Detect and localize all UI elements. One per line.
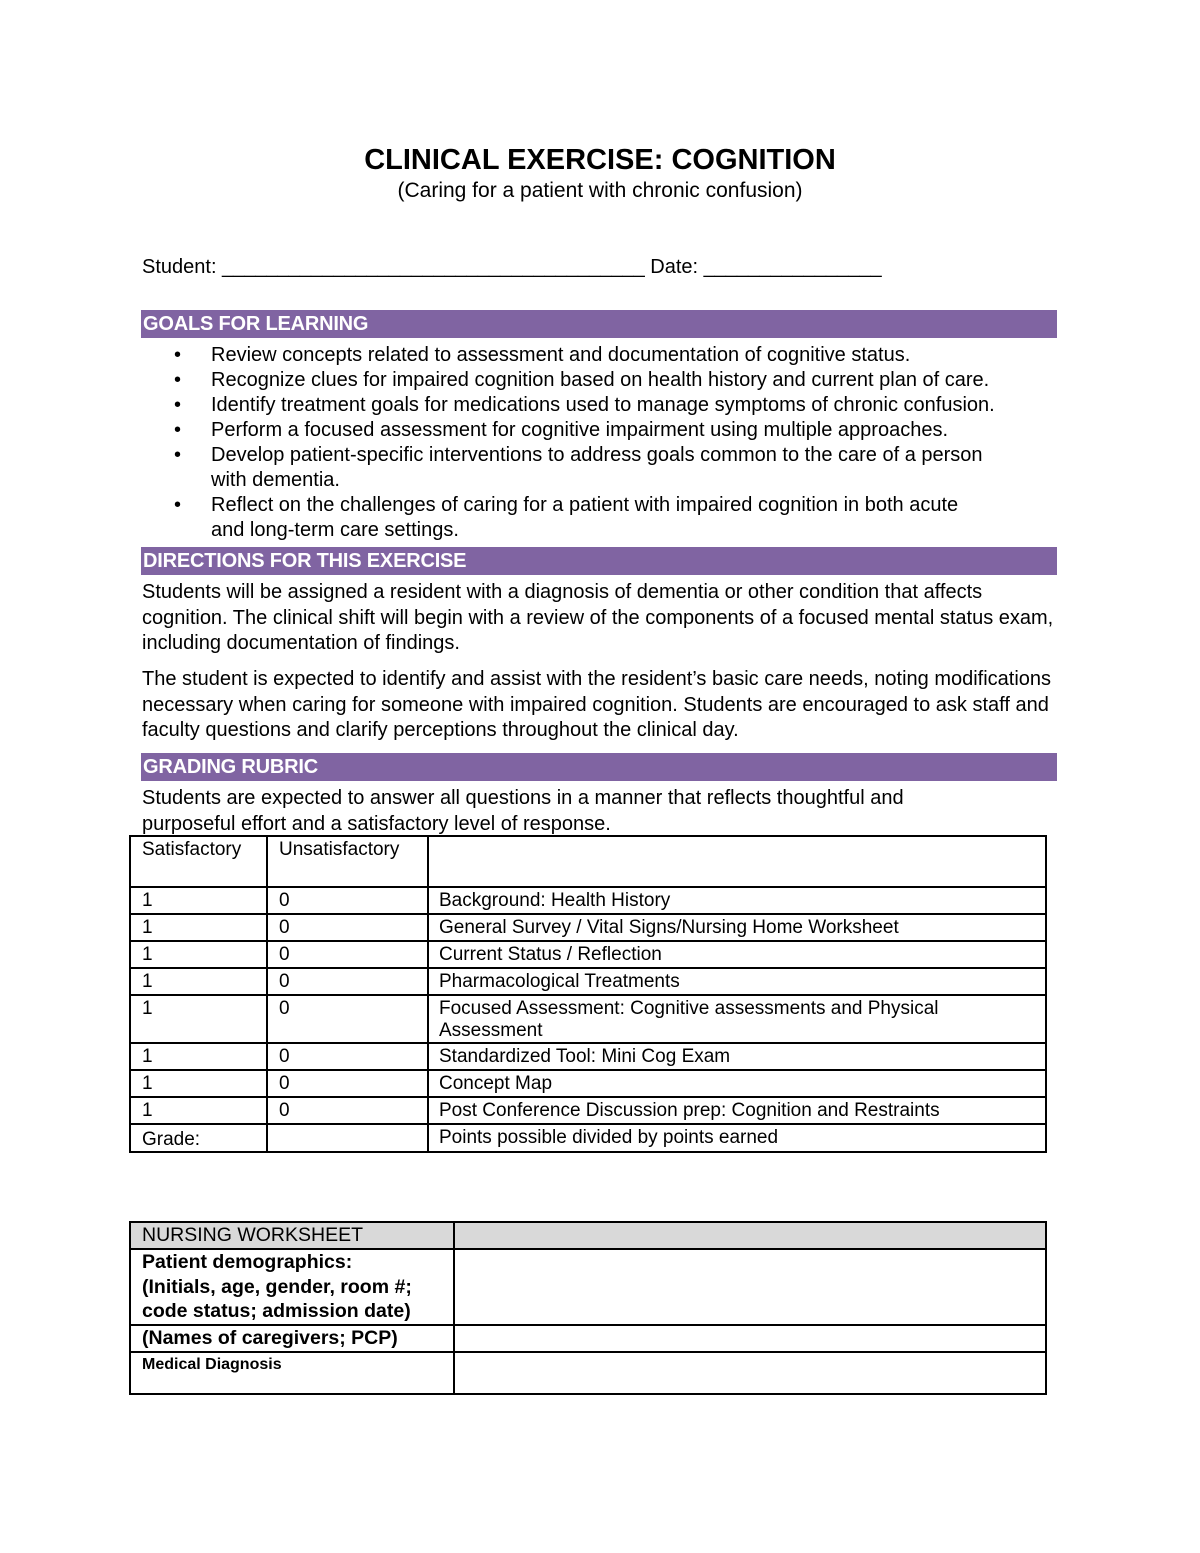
unsatisfactory-cell: 0 xyxy=(267,914,428,941)
caregivers-label: (Names of caregivers; PCP) xyxy=(130,1325,454,1352)
grade-description: Points possible divided by points earned xyxy=(428,1124,1046,1152)
table-row xyxy=(130,995,1046,1043)
grade-label: Grade: xyxy=(130,1124,267,1152)
satisfactory-cell: 1 xyxy=(130,1043,267,1070)
demographics-entry-cell[interactable] xyxy=(454,1249,1046,1325)
worksheet-row xyxy=(130,1249,1046,1325)
satisfactory-header: Satisfactory xyxy=(130,836,267,887)
demographics-label: Patient demographics: xyxy=(142,1251,353,1273)
grade-row xyxy=(130,1124,1046,1152)
criteria-cell: Pharmacological Treatments xyxy=(428,968,1046,995)
criteria-cell: Standardized Tool: Mini Cog Exam xyxy=(428,1043,1046,1070)
goal-item: • Reflect on the challenges of caring for a patient with impaired cognition in both acute and long-term care settings. xyxy=(141,493,991,543)
worksheet-row xyxy=(130,1325,1046,1352)
criteria-cell: General Survey / Vital Signs/Nursing Home Worksheet xyxy=(428,914,1046,941)
unsatisfactory-cell: 0 xyxy=(267,941,428,968)
satisfactory-cell: 1 xyxy=(130,941,267,968)
goals-list xyxy=(141,343,1071,543)
goals-heading: GOALS FOR LEARNING xyxy=(141,310,1057,338)
unsatisfactory-cell: 0 xyxy=(267,968,428,995)
goal-item: • Identify treatment goals for medications used to manage symptoms of chronic confusion. xyxy=(141,393,1091,418)
rubric-intro: Students are expected to answer all questions in a manner that reflects thoughtful and purposeful effort and a satisfactory level of response. xyxy=(142,787,904,835)
unsatisfactory-header: Unsatisfactory xyxy=(267,836,428,887)
criteria-header xyxy=(428,836,1046,887)
criteria-cell: Focused Assessment: Cognitive assessments and Physical Assessment xyxy=(428,995,1046,1043)
unsatisfactory-cell: 0 xyxy=(267,1070,428,1097)
table-header-row xyxy=(130,836,1046,887)
demographics-cell xyxy=(130,1249,454,1325)
worksheet-header-empty xyxy=(454,1222,1046,1249)
goal-item: • Review concepts related to assessment and documentation of cognitive status. xyxy=(141,343,1081,368)
table-row xyxy=(130,1043,1046,1070)
satisfactory-cell: 1 xyxy=(130,887,267,914)
satisfactory-cell: 1 xyxy=(130,1097,267,1124)
criteria-cell: Current Status / Reflection xyxy=(428,941,1046,968)
nursing-worksheet-table xyxy=(129,1221,1047,1395)
unsatisfactory-cell: 0 xyxy=(267,887,428,914)
table-row xyxy=(130,1097,1046,1124)
unsatisfactory-cell: 0 xyxy=(267,1097,428,1124)
worksheet-header-row xyxy=(130,1222,1046,1249)
criteria-cell: Background: Health History xyxy=(428,887,1046,914)
table-row xyxy=(130,914,1046,941)
caregivers-entry-cell[interactable] xyxy=(454,1325,1046,1352)
document-subtitle: (Caring for a patient with chronic confusion) xyxy=(397,179,803,202)
student-date-line: Student: ______________________________________ Date: ________________ xyxy=(142,256,882,278)
satisfactory-cell: 1 xyxy=(130,914,267,941)
satisfactory-cell: 1 xyxy=(130,995,267,1043)
goal-item: • Perform a focused assessment for cognitive impairment using multiple approaches. xyxy=(141,418,1091,443)
satisfactory-cell: 1 xyxy=(130,968,267,995)
worksheet-heading: NURSING WORKSHEET xyxy=(130,1222,454,1249)
worksheet-row xyxy=(130,1352,1046,1394)
directions-paragraph: The student is expected to identify and assist with the resident’s basic care needs, noting modifications necessary when caring for someone with impaired cognition. Students are encouraged to ask staff and faculty questions and clarify perceptions throughout the clinical day. xyxy=(142,668,1052,741)
table-row xyxy=(130,887,1046,914)
table-row xyxy=(130,941,1046,968)
directions-heading: DIRECTIONS FOR THIS EXERCISE xyxy=(141,547,1057,575)
directions-paragraph: Students will be assigned a resident with a diagnosis of dementia or other condition that affects cognition. The clinical shift will begin with a review of the components of a focused mental status exam, including documentation of findings. xyxy=(142,581,1054,654)
demographics-detail: (Initials, age, gender, room #; code status; admission date) xyxy=(142,1275,412,1322)
table-row xyxy=(130,968,1046,995)
table-row xyxy=(130,1070,1046,1097)
grade-value-cell xyxy=(267,1124,428,1152)
medical-diagnosis-entry-cell[interactable] xyxy=(454,1352,1046,1394)
medical-diagnosis-label: Medical Diagnosis xyxy=(130,1352,454,1394)
goal-item: • Develop patient-specific interventions to address goals common to the care of a person with dementia. xyxy=(141,443,991,493)
unsatisfactory-cell: 0 xyxy=(267,995,428,1043)
grading-rubric-table xyxy=(129,835,1047,1153)
unsatisfactory-cell: 0 xyxy=(267,1043,428,1070)
goal-item: • Recognize clues for impaired cognition based on health history and current plan of care. xyxy=(141,368,1091,393)
rubric-heading: GRADING RUBRIC xyxy=(141,753,1057,781)
criteria-cell: Concept Map xyxy=(428,1070,1046,1097)
satisfactory-cell: 1 xyxy=(130,1070,267,1097)
document-title: CLINICAL EXERCISE: COGNITION xyxy=(364,144,836,176)
criteria-cell: Post Conference Discussion prep: Cognition and Restraints xyxy=(428,1097,1046,1124)
